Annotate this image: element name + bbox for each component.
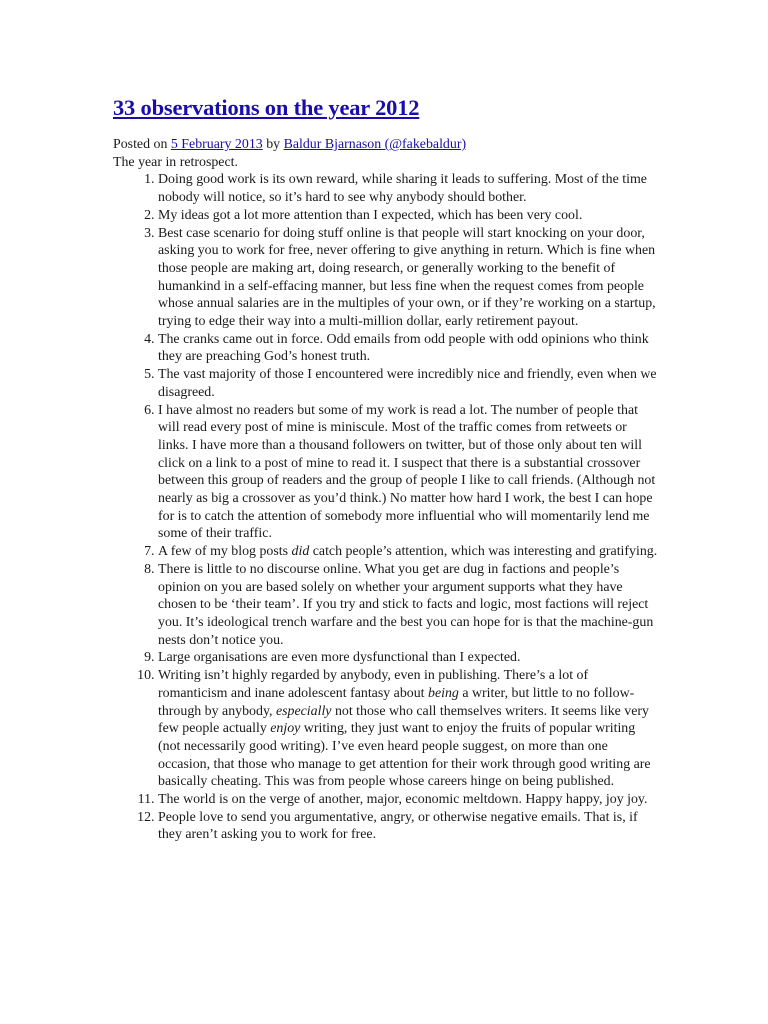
- list-item-text: I have almost no readers but some of my work is read a lot. The number of people that will read every post of mine is miniscule. Most of the traffic comes from retweets or links. I have more than a thousand followers on twitter, but of those only about ten will click on a link to a post of mine to read it. I suspect that there is a substantial crossover between this group of readers and the group of people I like to call friends. (Although not nearly as big a crossover as you’d think.) No matter how hard I work, the best I can hope for is to catch the attention of somebody more influential who will momentarily lend me some of their traffic.: [158, 402, 656, 542]
- emphasis-text: especially: [275, 703, 332, 719]
- list-item-text: Large organisations are even more dysfunctional than I expected.: [158, 650, 521, 666]
- emphasis-text: enjoy: [270, 721, 301, 737]
- list-item-text: People love to send you argumentative, angry, or otherwise negative emails. That is, if they aren’t asking you to work for free.: [158, 809, 638, 843]
- list-item-text: Best case scenario for doing stuff online is that people will start knocking on your door, asking you to work for free, never offering to give anything in return. Which is fine when those people are making art, doing research, or generally working to the benefit of humankind in a self-effacing manner, but less fine when the request comes from people whose annual salaries are in the multiples of your own, or if they’re working on a startup, trying to edge their way into a multi-million dollar, early retirement payout.: [158, 225, 656, 330]
- list-item: [158, 207, 658, 225]
- list-item-text: The vast majority of those I encountered were incredibly nice and friendly, even when we disagreed.: [158, 367, 657, 400]
- list-item: [158, 791, 658, 809]
- list-item: [158, 225, 658, 331]
- list-item-text: Writing isn’t highly regarded by anybody, even in publishing. There’s a lot of romanticism and inane adolescent fantasy about: [158, 668, 589, 701]
- list-item-text: The world is on the verge of another, major, economic meltdown. Happy happy, joy joy.: [158, 792, 648, 808]
- list-item: [158, 543, 658, 561]
- posted-on-label: Posted on: [113, 137, 171, 152]
- list-item: [158, 366, 658, 401]
- observations-list: [113, 171, 658, 844]
- post-meta: [113, 136, 658, 154]
- list-item: [158, 331, 658, 366]
- list-item-text: catch people’s attention, which was interesting and gratifying.: [309, 544, 658, 560]
- post-intro: The year in retrospect.: [113, 154, 238, 170]
- list-item-text: not those who call themselves writers. It seems like very few people actually: [158, 703, 649, 737]
- article: [113, 94, 658, 844]
- author-link[interactable]: Baldur Bjarnason (@fakebaldur): [283, 137, 467, 152]
- list-item-text: A few of my blog posts: [158, 544, 292, 560]
- post-date-link[interactable]: 5 February 2013: [170, 137, 263, 152]
- post-title-link[interactable]: 33 observations on the year 2012: [113, 95, 420, 120]
- list-item-text: a writer, but little to no follow-through by anybody,: [158, 685, 635, 719]
- list-item-text: Doing good work is its own reward, while sharing it leads to suffering. Most of the time nobody will notice, so it’s hard to see why anybody should bother.: [158, 172, 647, 206]
- list-item: [158, 561, 658, 650]
- list-item: [158, 402, 658, 544]
- list-item-text: There is little to no discourse online. What you get are dug in factions and people’s opinion on you are based solely on whether your argument supports what they have chosen to be ‘their team’. If you try and stick to facts and logic, most factions will reject you. It’s ideological trench warfare and the best you can hope for is that the machine-gun nests don’t notice you.: [158, 561, 654, 648]
- by-label: by: [262, 137, 284, 152]
- post-title: [113, 94, 658, 122]
- list-item-text: My ideas got a lot more attention than I expected, which has been very cool.: [158, 207, 583, 223]
- list-item: [158, 809, 658, 844]
- list-item-text: The cranks came out in force. Odd emails from odd people with odd opinions who think they are preaching God’s honest truth.: [158, 331, 649, 365]
- emphasis-text: being: [428, 685, 459, 701]
- emphasis-text: did: [291, 544, 310, 560]
- list-item: [158, 667, 658, 791]
- list-item: [158, 171, 658, 206]
- list-item-text: writing, they just want to enjoy the fruits of popular writing (not necessarily good writing). I’ve even heard people suggest, on more than one occasion, that those who manage to get attention for their work through good writing are basically cheating. This was from people whose careers hinge on being published.: [158, 721, 651, 790]
- list-item: [158, 649, 658, 667]
